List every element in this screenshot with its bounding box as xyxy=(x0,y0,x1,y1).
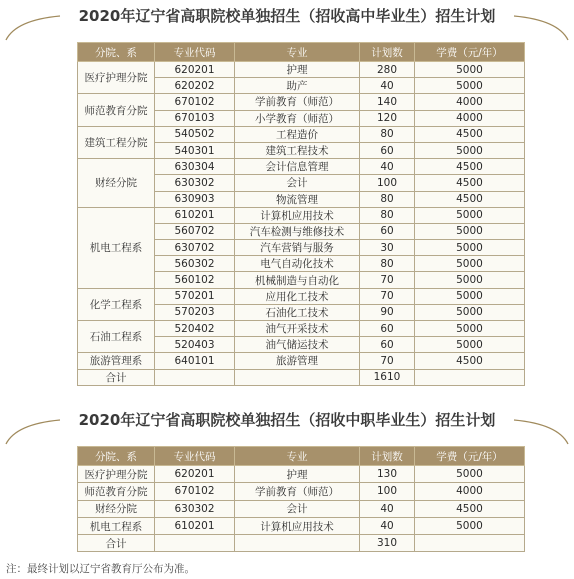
fee-cell: 4000 xyxy=(415,94,525,110)
code-cell: 620201 xyxy=(155,62,235,78)
code-cell: 540301 xyxy=(155,142,235,158)
col-header-major: 专业 xyxy=(235,43,360,62)
table-row xyxy=(78,466,525,483)
footnote: 注：最终计划以辽宁省教育厅公布为准。 xyxy=(6,563,195,575)
major-cell: 汽车检测与维修技术 xyxy=(235,223,360,239)
plan-cell: 70 xyxy=(360,288,415,304)
plan-cell: 130 xyxy=(360,466,415,483)
fee-cell: 5000 xyxy=(415,142,525,158)
major-cell: 计算机应用技术 xyxy=(235,207,360,223)
dept-cell: 旅游管理系 xyxy=(78,353,155,369)
fee-cell: 5000 xyxy=(415,207,525,223)
major-cell: 小学教育（师范） xyxy=(235,110,360,126)
total-label: 合计 xyxy=(78,535,155,552)
total-value: 310 xyxy=(360,535,415,552)
code-cell: 630903 xyxy=(155,191,235,207)
plan-cell: 40 xyxy=(360,500,415,517)
table-row xyxy=(78,500,525,517)
table-row xyxy=(78,207,525,223)
plan2-title: 2020年辽宁省高职院校单独招生（招收中职毕业生）招生计划 xyxy=(78,411,496,429)
plan-cell: 100 xyxy=(360,483,415,500)
major-cell: 计算机应用技术 xyxy=(235,517,360,534)
code-cell: 520402 xyxy=(155,321,235,337)
plan1-table xyxy=(77,42,525,386)
dept-cell: 建筑工程分院 xyxy=(78,126,155,158)
col-header-fee: 学费（元/年） xyxy=(415,43,525,62)
fee-cell: 5000 xyxy=(415,78,525,94)
dept-cell: 师范教育分院 xyxy=(78,483,155,500)
plan-cell: 120 xyxy=(360,110,415,126)
major-cell: 工程造价 xyxy=(235,126,360,142)
plan1-title: 2020年辽宁省高职院校单独招生（招收高中毕业生）招生计划 xyxy=(78,7,496,25)
plan-cell: 60 xyxy=(360,337,415,353)
dept-cell: 石油工程系 xyxy=(78,321,155,353)
table-row xyxy=(78,288,525,304)
dept-cell: 师范教育分院 xyxy=(78,94,155,126)
major-cell: 机械制造与自动化 xyxy=(235,272,360,288)
code-cell: 610201 xyxy=(155,207,235,223)
dept-cell: 医疗护理分院 xyxy=(78,62,155,94)
code-cell: 670102 xyxy=(155,94,235,110)
major-cell: 应用化工技术 xyxy=(235,288,360,304)
table-row xyxy=(78,517,525,534)
plan-cell: 40 xyxy=(360,78,415,94)
col-header-plan: 计划数 xyxy=(360,43,415,62)
major-cell: 旅游管理 xyxy=(235,353,360,369)
fee-cell: 5000 xyxy=(415,223,525,239)
fee-cell: 5000 xyxy=(415,240,525,256)
major-cell: 石油化工技术 xyxy=(235,304,360,320)
code-cell: 630304 xyxy=(155,159,235,175)
code-cell: 630702 xyxy=(155,240,235,256)
dept-cell: 财经分院 xyxy=(78,159,155,208)
plan-cell: 60 xyxy=(360,142,415,158)
fee-cell: 5000 xyxy=(415,272,525,288)
code-cell: 560702 xyxy=(155,223,235,239)
major-cell: 护理 xyxy=(235,62,360,78)
code-cell: 620202 xyxy=(155,78,235,94)
table-row xyxy=(78,321,525,337)
col-header-dept: 分院、系 xyxy=(78,43,155,62)
major-cell: 会计 xyxy=(235,175,360,191)
code-cell: 540502 xyxy=(155,126,235,142)
table-row xyxy=(78,126,525,142)
fee-cell: 5000 xyxy=(415,337,525,353)
code-cell: 670103 xyxy=(155,110,235,126)
fee-cell: 4500 xyxy=(415,353,525,369)
empty-cell xyxy=(155,535,235,552)
fee-cell: 5000 xyxy=(415,517,525,534)
col-header-code: 专业代码 xyxy=(155,43,235,62)
code-cell: 560302 xyxy=(155,256,235,272)
col-header-plan: 计划数 xyxy=(360,447,415,466)
major-cell: 会计 xyxy=(235,500,360,517)
fee-cell: 4500 xyxy=(415,175,525,191)
fee-cell: 5000 xyxy=(415,304,525,320)
empty-cell xyxy=(415,535,525,552)
code-cell: 640101 xyxy=(155,353,235,369)
dept-cell: 财经分院 xyxy=(78,500,155,517)
empty-cell xyxy=(415,369,525,385)
code-cell: 520403 xyxy=(155,337,235,353)
fee-cell: 4000 xyxy=(415,483,525,500)
major-cell: 学前教育（师范） xyxy=(235,94,360,110)
plan-cell: 40 xyxy=(360,159,415,175)
major-cell: 护理 xyxy=(235,466,360,483)
code-cell: 670102 xyxy=(155,483,235,500)
plan-cell: 70 xyxy=(360,353,415,369)
empty-cell xyxy=(235,535,360,552)
fee-cell: 5000 xyxy=(415,288,525,304)
col-header-dept: 分院、系 xyxy=(78,447,155,466)
fee-cell: 4500 xyxy=(415,159,525,175)
major-cell: 汽车营销与服务 xyxy=(235,240,360,256)
plan-cell: 60 xyxy=(360,223,415,239)
fee-cell: 5000 xyxy=(415,256,525,272)
fee-cell: 4500 xyxy=(415,191,525,207)
plan1-header-row xyxy=(78,43,525,62)
major-cell: 物流管理 xyxy=(235,191,360,207)
fee-cell: 5000 xyxy=(415,466,525,483)
plan2-table xyxy=(77,446,525,552)
plan-cell: 70 xyxy=(360,272,415,288)
empty-cell xyxy=(155,369,235,385)
fee-cell: 4000 xyxy=(415,110,525,126)
table-row xyxy=(78,159,525,175)
plan-cell: 280 xyxy=(360,62,415,78)
major-cell: 油气储运技术 xyxy=(235,337,360,353)
total-row xyxy=(78,535,525,552)
code-cell: 620201 xyxy=(155,466,235,483)
code-cell: 570201 xyxy=(155,288,235,304)
code-cell: 630302 xyxy=(155,175,235,191)
table-row xyxy=(78,62,525,78)
plan-cell: 80 xyxy=(360,126,415,142)
code-cell: 570203 xyxy=(155,304,235,320)
plan-cell: 40 xyxy=(360,517,415,534)
plan-cell: 80 xyxy=(360,207,415,223)
plan-cell: 30 xyxy=(360,240,415,256)
plan2-header-row xyxy=(78,447,525,466)
plan-cell: 80 xyxy=(360,256,415,272)
fee-cell: 4500 xyxy=(415,500,525,517)
code-cell: 630302 xyxy=(155,500,235,517)
dept-cell: 机电工程系 xyxy=(78,517,155,534)
plan-cell: 60 xyxy=(360,321,415,337)
dept-cell: 机电工程系 xyxy=(78,207,155,288)
plan-cell: 90 xyxy=(360,304,415,320)
plan-cell: 140 xyxy=(360,94,415,110)
table-row xyxy=(78,483,525,500)
code-cell: 610201 xyxy=(155,517,235,534)
empty-cell xyxy=(235,369,360,385)
fee-cell: 4500 xyxy=(415,126,525,142)
major-cell: 学前教育（师范） xyxy=(235,483,360,500)
table-row xyxy=(78,94,525,110)
dept-cell: 化学工程系 xyxy=(78,288,155,320)
major-cell: 油气开采技术 xyxy=(235,321,360,337)
total-value: 1610 xyxy=(360,369,415,385)
table-row xyxy=(78,353,525,369)
fee-cell: 5000 xyxy=(415,62,525,78)
major-cell: 建筑工程技术 xyxy=(235,142,360,158)
total-label: 合计 xyxy=(78,369,155,385)
fee-cell: 5000 xyxy=(415,321,525,337)
total-row xyxy=(78,369,525,385)
major-cell: 助产 xyxy=(235,78,360,94)
dept-cell: 医疗护理分院 xyxy=(78,466,155,483)
code-cell: 560102 xyxy=(155,272,235,288)
col-header-code: 专业代码 xyxy=(155,447,235,466)
col-header-major: 专业 xyxy=(235,447,360,466)
plan-cell: 80 xyxy=(360,191,415,207)
plan-cell: 100 xyxy=(360,175,415,191)
col-header-fee: 学费（元/年） xyxy=(415,447,525,466)
major-cell: 电气自动化技术 xyxy=(235,256,360,272)
major-cell: 会计信息管理 xyxy=(235,159,360,175)
